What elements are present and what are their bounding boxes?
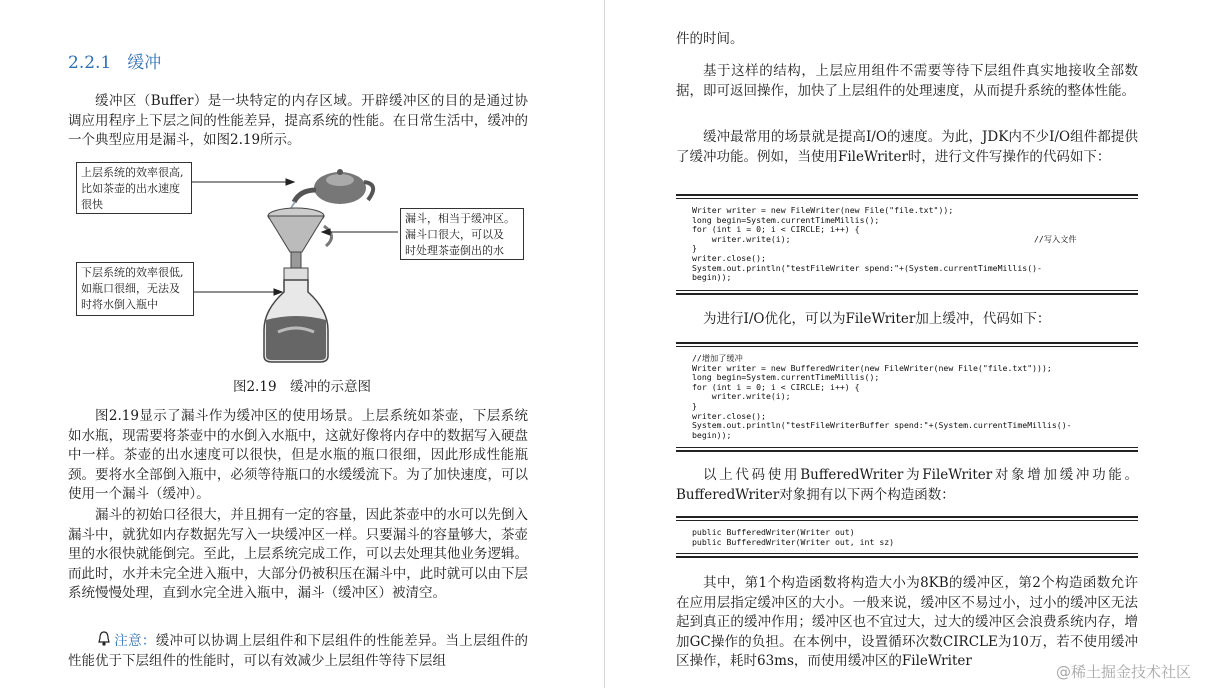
code-line-text: writer.write(i);	[692, 233, 791, 244]
code-line: begin));	[692, 272, 732, 283]
code-line: long begin=System.currentTimeMillis();	[692, 214, 880, 225]
code-line: System.out.println("testFileWriter spend:"+(System.currentTimeMillis()-	[692, 262, 1042, 273]
code-line: }	[692, 243, 697, 254]
code-line: public BufferedWriter(Writer out, int sz)	[692, 536, 895, 547]
callout-lower-system	[76, 262, 194, 316]
note-text: 缓冲可以协调上层组件和下层组件的性能差异。当上层组件的性能优于下层组件的性能时，可以有效减少上层组件等待下层组	[68, 633, 529, 669]
code-line: writer.close();	[692, 252, 766, 263]
code-block-bufferedwriter	[676, 342, 1138, 452]
figure-caption: 图2.19 缓冲的示意图	[232, 379, 372, 395]
structure-paragraph: 基于这样的结构，上层应用组件不需要等待下层组件真实地接收全部数据，即可返回操作，加快了上层组件的处理速度，从而提升系统的整体性能。	[676, 63, 1138, 99]
code-line: Writer writer = new FileWriter(new File("file.txt"));	[692, 205, 954, 215]
io-speed-paragraph: 缓冲最常用的场景就是提高I/O的速度。为此，JDK内不少I/O组件都提供了缓冲功能。例如，当使用FileWriter时，进行文件写操作的代码如下：	[676, 129, 1138, 165]
section-heading	[68, 48, 161, 73]
callout-upper-line-3: 很快	[81, 198, 103, 211]
watermark: @稀土掘金技术社区	[1055, 663, 1191, 681]
continuation-text: 件的时间。	[676, 31, 744, 47]
callout-funnel-line-3: 时处理茶壶倒出的水	[405, 244, 504, 257]
code-block-filewriter	[676, 194, 1138, 295]
code-line: System.out.println("testFileWriterBuffer spend:"+(System.currentTimeMillis()-	[692, 420, 1072, 431]
callout-funnel	[400, 208, 524, 260]
code-line-with-comment	[692, 235, 1138, 245]
callout-lower-line-1: 下层系统的效率很低,	[81, 266, 184, 279]
bufferedwriter-intro-paragraph: 以上代码使用BufferedWriter为FileWriter对象增加缓冲功能。BufferedWriter对象拥有以下两个构造函数：	[676, 467, 1138, 503]
funnel-capacity-paragraph: 漏斗的初始口径很大，并且拥有一定的容量，因此茶壶中的水可以先倒入漏斗中，就犹如内存数据先写入一块缓冲区一样。只要漏斗的容量够大，茶壶里的水很快就能倒完。至此，上层系统完成工作，可以去处理其他业务逻辑。而此时，水并未完全进入瓶中，大部分仍被积压在漏斗中，此时就可以由下层系统慢慢处理，直到水完全进入瓶中，漏斗（缓冲区）被清空。	[68, 507, 528, 601]
section-number: 2.2.1	[68, 53, 112, 73]
code-line: Writer writer = new BufferedWriter(new FileWriter(new File("file.txt")));	[692, 362, 1052, 373]
funnel-figure	[68, 160, 528, 370]
bottle-drawing	[264, 268, 328, 362]
bell-icon	[96, 631, 112, 647]
callout-upper-system	[76, 162, 192, 214]
code-line: writer.close();	[692, 410, 766, 421]
callout-upper-line-2: 比如茶壶的出水速度	[81, 182, 180, 195]
funnel-explanation-paragraph: 图2.19显示了漏斗作为缓冲区的使用场景。上层系统如茶壶，下层系统如水瓶，现需要将茶壶中的水倒入水瓶中，这就好像将内存中的数据写入硬盘中一样。茶壶的出水速度可以很快，但是水瓶的瓶口很细，因此形成性能瓶颈。要将水全部倒入瓶中，必须等待瓶口的水缓缓流下。为了加快速度，可以使用一个漏斗（缓冲）。	[68, 408, 528, 502]
section-title: 缓冲	[127, 53, 162, 73]
buffer-optimization-paragraph: 为进行I/O优化，可以为FileWriter加上缓冲，代码如下：	[703, 311, 1051, 327]
code-line: for (int i = 0; i < CIRCLE; i++) {	[692, 381, 860, 392]
callout-lower-line-2: 如瓶口很细，无法及	[81, 282, 180, 295]
intro-paragraph: 缓冲区（Buffer）是一块特定的内存区域。开辟缓冲区的目的是通过协调应用程序上下层之间的性能差异，提高系统的性能。在日常生活中，缓冲的一个典型应用是漏斗，如图2.19所示。	[68, 93, 528, 148]
callout-funnel-line-1: 漏斗，相当于缓冲区。	[405, 212, 515, 225]
callout-funnel-line-2: 漏斗口很大，可以及	[405, 228, 504, 241]
constructor-explanation-paragraph: 其中，第1个构造函数将构造大小为8KB的缓冲区，第2个构造函数允许在应用层指定缓冲区的大小。一般来说，缓冲区不易过小，过小的缓冲区无法起到真正的缓冲作用；缓冲区也不宜过大，过大的缓冲区会浪费系统内存，增加GC操作的负担。在本例中，设置循环次数CIRCLE为10万，若不使用缓冲区操作，耗时63ms，而使用缓冲区的FileWriter	[676, 575, 1138, 669]
note-paragraph	[68, 631, 528, 671]
callout-lower-line-3: 时将水倒入瓶中	[81, 298, 158, 311]
code-line: for (int i = 0; i < CIRCLE; i++) {	[692, 224, 860, 235]
code-line: }	[692, 400, 697, 411]
code-line: //增加了缓冲	[692, 353, 743, 363]
code-line: public BufferedWriter(Writer out)	[692, 527, 855, 537]
code-line: writer.write(i);	[692, 391, 791, 402]
callout-upper-line-1: 上层系统的效率很高,	[81, 166, 184, 179]
note-label: 注意：	[114, 633, 156, 649]
code-line: begin));	[692, 429, 732, 440]
code-comment: //写入文件	[1034, 233, 1077, 244]
code-line: long begin=System.currentTimeMillis();	[692, 372, 880, 383]
code-block-constructors	[676, 516, 1138, 558]
